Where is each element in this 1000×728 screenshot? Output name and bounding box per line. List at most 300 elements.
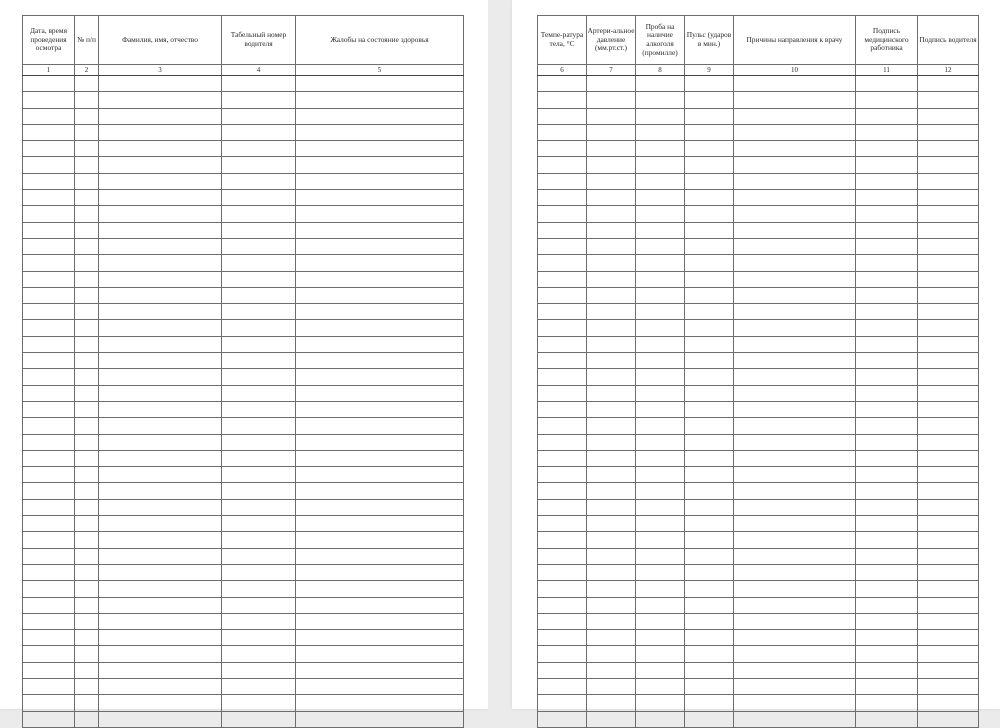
right-empty-row xyxy=(538,646,979,662)
table-cell xyxy=(734,532,856,548)
table-cell xyxy=(918,401,979,417)
right-empty-row xyxy=(538,385,979,401)
table-cell xyxy=(587,92,636,108)
table-cell xyxy=(296,222,464,238)
table-cell xyxy=(587,336,636,352)
table-cell xyxy=(734,401,856,417)
table-cell xyxy=(75,320,99,336)
table-cell xyxy=(23,581,75,597)
table-cell xyxy=(734,92,856,108)
table-cell xyxy=(222,304,296,320)
table-cell xyxy=(734,662,856,678)
table-cell xyxy=(856,711,918,727)
table-cell xyxy=(296,287,464,303)
left-empty-row xyxy=(23,238,464,254)
table-cell xyxy=(296,190,464,206)
table-cell xyxy=(99,564,222,580)
table-cell xyxy=(538,157,587,173)
table-cell xyxy=(75,255,99,271)
table-cell xyxy=(296,76,464,92)
table-cell xyxy=(918,450,979,466)
table-cell xyxy=(918,206,979,222)
table-cell xyxy=(636,124,685,140)
table-cell xyxy=(685,418,734,434)
table-cell xyxy=(296,336,464,352)
table-cell xyxy=(918,353,979,369)
table-cell xyxy=(296,597,464,613)
table-cell xyxy=(734,646,856,662)
table-cell xyxy=(23,467,75,483)
left-empty-row xyxy=(23,157,464,173)
table-cell xyxy=(636,630,685,646)
table-cell xyxy=(587,646,636,662)
table-cell xyxy=(734,564,856,580)
left-empty-row xyxy=(23,548,464,564)
table-cell xyxy=(23,499,75,515)
table-cell xyxy=(587,238,636,254)
table-cell xyxy=(685,108,734,124)
table-cell xyxy=(23,206,75,222)
table-cell xyxy=(587,564,636,580)
left-empty-row xyxy=(23,320,464,336)
table-cell xyxy=(75,287,99,303)
table-cell xyxy=(296,678,464,694)
table-cell xyxy=(636,483,685,499)
right-empty-row xyxy=(538,124,979,140)
table-cell xyxy=(918,646,979,662)
left-empty-row xyxy=(23,483,464,499)
table-cell xyxy=(918,157,979,173)
table-cell xyxy=(23,271,75,287)
table-cell xyxy=(23,124,75,140)
table-cell xyxy=(222,711,296,727)
table-cell xyxy=(538,320,587,336)
table-cell xyxy=(636,304,685,320)
table-cell xyxy=(222,499,296,515)
left-empty-row xyxy=(23,304,464,320)
table-cell xyxy=(99,401,222,417)
table-cell xyxy=(636,418,685,434)
table-cell xyxy=(636,369,685,385)
table-cell xyxy=(99,124,222,140)
table-cell xyxy=(222,238,296,254)
table-cell xyxy=(296,581,464,597)
left-empty-row xyxy=(23,92,464,108)
left-empty-row xyxy=(23,124,464,140)
table-cell xyxy=(856,255,918,271)
left-empty-row xyxy=(23,613,464,629)
table-cell xyxy=(75,597,99,613)
column-number: 5 xyxy=(296,65,464,76)
table-cell xyxy=(918,141,979,157)
table-cell xyxy=(296,141,464,157)
column-number: 9 xyxy=(685,65,734,76)
table-cell xyxy=(856,336,918,352)
table-cell xyxy=(636,532,685,548)
table-cell xyxy=(856,353,918,369)
table-cell xyxy=(685,581,734,597)
table-cell xyxy=(685,353,734,369)
table-cell xyxy=(636,401,685,417)
table-cell xyxy=(75,401,99,417)
table-cell xyxy=(222,483,296,499)
right-empty-row xyxy=(538,76,979,92)
table-cell xyxy=(222,255,296,271)
table-cell xyxy=(685,499,734,515)
table-cell xyxy=(75,385,99,401)
table-cell xyxy=(685,369,734,385)
table-cell xyxy=(222,434,296,450)
table-cell xyxy=(75,516,99,532)
right-empty-row xyxy=(538,483,979,499)
right-empty-row xyxy=(538,157,979,173)
table-cell xyxy=(222,271,296,287)
table-cell xyxy=(587,173,636,189)
table-cell xyxy=(587,711,636,727)
table-cell xyxy=(587,499,636,515)
table-cell xyxy=(587,483,636,499)
table-cell xyxy=(23,190,75,206)
table-cell xyxy=(587,450,636,466)
table-cell xyxy=(685,630,734,646)
table-cell xyxy=(75,92,99,108)
table-cell xyxy=(918,516,979,532)
table-cell xyxy=(538,287,587,303)
table-cell xyxy=(23,108,75,124)
table-cell xyxy=(296,157,464,173)
table-cell xyxy=(538,532,587,548)
left-empty-row xyxy=(23,353,464,369)
table-cell xyxy=(296,238,464,254)
table-cell xyxy=(685,222,734,238)
table-cell xyxy=(538,597,587,613)
table-cell xyxy=(538,516,587,532)
table-cell xyxy=(734,450,856,466)
left-column-numbers-row xyxy=(23,65,464,76)
table-cell xyxy=(636,662,685,678)
left-empty-row xyxy=(23,646,464,662)
table-cell xyxy=(918,467,979,483)
table-cell xyxy=(918,630,979,646)
table-cell xyxy=(587,190,636,206)
table-cell xyxy=(734,434,856,450)
table-cell xyxy=(23,597,75,613)
table-cell xyxy=(296,483,464,499)
table-cell xyxy=(75,434,99,450)
table-cell xyxy=(296,418,464,434)
right-empty-row xyxy=(538,304,979,320)
table-cell xyxy=(685,320,734,336)
table-cell xyxy=(685,190,734,206)
table-cell xyxy=(99,206,222,222)
table-cell xyxy=(538,434,587,450)
table-cell xyxy=(23,92,75,108)
left-empty-row xyxy=(23,369,464,385)
table-cell xyxy=(636,141,685,157)
table-cell xyxy=(222,173,296,189)
table-cell xyxy=(734,320,856,336)
book-gutter xyxy=(488,0,512,709)
table-cell xyxy=(296,499,464,515)
table-cell xyxy=(538,369,587,385)
table-cell xyxy=(685,532,734,548)
table-cell xyxy=(296,271,464,287)
table-cell xyxy=(296,401,464,417)
table-cell xyxy=(23,646,75,662)
table-cell xyxy=(734,336,856,352)
table-cell xyxy=(734,353,856,369)
table-cell xyxy=(222,662,296,678)
table-cell xyxy=(587,206,636,222)
table-cell xyxy=(734,630,856,646)
table-cell xyxy=(856,401,918,417)
left-empty-row xyxy=(23,76,464,92)
table-cell xyxy=(222,320,296,336)
table-cell xyxy=(538,92,587,108)
table-cell xyxy=(918,336,979,352)
table-cell xyxy=(296,450,464,466)
table-cell xyxy=(222,222,296,238)
table-cell xyxy=(685,92,734,108)
table-cell xyxy=(99,450,222,466)
right-empty-row xyxy=(538,222,979,238)
table-cell xyxy=(734,190,856,206)
column-number: 10 xyxy=(734,65,856,76)
left-empty-row xyxy=(23,206,464,222)
table-cell xyxy=(99,613,222,629)
column-number: 6 xyxy=(538,65,587,76)
table-cell xyxy=(587,597,636,613)
table-cell xyxy=(856,467,918,483)
table-cell xyxy=(918,548,979,564)
left-empty-row xyxy=(23,336,464,352)
table-cell xyxy=(23,662,75,678)
table-cell xyxy=(23,678,75,694)
table-cell xyxy=(734,678,856,694)
table-cell xyxy=(23,255,75,271)
table-cell xyxy=(99,646,222,662)
table-cell xyxy=(538,450,587,466)
table-cell xyxy=(734,124,856,140)
table-cell xyxy=(587,108,636,124)
table-cell xyxy=(296,646,464,662)
table-cell xyxy=(222,516,296,532)
right-empty-row xyxy=(538,206,979,222)
table-cell xyxy=(734,287,856,303)
table-cell xyxy=(685,157,734,173)
table-cell xyxy=(918,678,979,694)
table-cell xyxy=(296,467,464,483)
table-cell xyxy=(685,646,734,662)
table-cell xyxy=(685,662,734,678)
table-cell xyxy=(856,434,918,450)
table-cell xyxy=(99,92,222,108)
table-cell xyxy=(99,76,222,92)
table-cell xyxy=(99,173,222,189)
table-cell xyxy=(856,385,918,401)
table-cell xyxy=(685,238,734,254)
table-cell xyxy=(856,320,918,336)
table-cell xyxy=(734,304,856,320)
table-cell xyxy=(99,320,222,336)
left-empty-row xyxy=(23,450,464,466)
table-cell xyxy=(23,564,75,580)
table-cell xyxy=(538,222,587,238)
table-cell xyxy=(685,434,734,450)
table-cell xyxy=(734,467,856,483)
header-driver-signature: Подпись водителя xyxy=(918,16,979,65)
left-empty-row xyxy=(23,141,464,157)
right-empty-row xyxy=(538,434,979,450)
header-alcohol-test: Проба на наличие алкоголя (промилле) xyxy=(636,16,685,65)
right-log-table xyxy=(537,15,979,728)
table-cell xyxy=(23,483,75,499)
table-cell xyxy=(856,238,918,254)
table-cell xyxy=(99,222,222,238)
table-cell xyxy=(538,662,587,678)
table-cell xyxy=(734,385,856,401)
left-empty-row xyxy=(23,678,464,694)
table-cell xyxy=(23,320,75,336)
table-cell xyxy=(23,711,75,727)
left-empty-row xyxy=(23,597,464,613)
right-empty-row xyxy=(538,678,979,694)
left-empty-row xyxy=(23,401,464,417)
right-empty-row xyxy=(538,336,979,352)
right-empty-row xyxy=(538,711,979,727)
table-cell xyxy=(23,401,75,417)
table-cell xyxy=(75,662,99,678)
table-cell xyxy=(587,662,636,678)
right-empty-row xyxy=(538,173,979,189)
left-empty-row xyxy=(23,532,464,548)
table-cell xyxy=(636,271,685,287)
table-cell xyxy=(75,548,99,564)
table-cell xyxy=(538,401,587,417)
right-empty-row xyxy=(538,516,979,532)
table-cell xyxy=(75,124,99,140)
table-cell xyxy=(587,271,636,287)
table-cell xyxy=(636,613,685,629)
column-number: 7 xyxy=(587,65,636,76)
column-number: 4 xyxy=(222,65,296,76)
right-empty-row xyxy=(538,548,979,564)
table-cell xyxy=(636,678,685,694)
table-cell xyxy=(587,532,636,548)
table-cell xyxy=(856,483,918,499)
table-cell xyxy=(222,646,296,662)
table-cell xyxy=(734,418,856,434)
table-cell xyxy=(222,336,296,352)
table-cell xyxy=(75,581,99,597)
table-cell xyxy=(75,646,99,662)
left-empty-row xyxy=(23,581,464,597)
table-cell xyxy=(23,173,75,189)
table-cell xyxy=(222,532,296,548)
table-cell xyxy=(587,76,636,92)
table-cell xyxy=(856,450,918,466)
table-cell xyxy=(856,190,918,206)
column-number: 1 xyxy=(23,65,75,76)
table-cell xyxy=(918,304,979,320)
table-cell xyxy=(75,157,99,173)
table-cell xyxy=(587,434,636,450)
table-cell xyxy=(685,564,734,580)
header-complaints: Жалобы на состояние здоровья xyxy=(296,16,464,65)
table-cell xyxy=(99,369,222,385)
table-cell xyxy=(856,499,918,515)
table-cell xyxy=(685,271,734,287)
table-cell xyxy=(636,287,685,303)
table-cell xyxy=(734,255,856,271)
left-empty-row xyxy=(23,467,464,483)
table-cell xyxy=(538,271,587,287)
table-cell xyxy=(222,92,296,108)
right-empty-row xyxy=(538,613,979,629)
table-cell xyxy=(23,450,75,466)
left-empty-row xyxy=(23,385,464,401)
table-cell xyxy=(734,516,856,532)
table-cell xyxy=(538,385,587,401)
table-cell xyxy=(23,353,75,369)
table-cell xyxy=(918,662,979,678)
table-cell xyxy=(918,255,979,271)
table-cell xyxy=(538,548,587,564)
table-cell xyxy=(918,222,979,238)
table-cell xyxy=(75,238,99,254)
right-empty-row xyxy=(538,401,979,417)
table-cell xyxy=(538,711,587,727)
table-cell xyxy=(296,255,464,271)
table-cell xyxy=(636,450,685,466)
table-cell xyxy=(685,548,734,564)
table-cell xyxy=(75,613,99,629)
table-cell xyxy=(734,369,856,385)
table-cell xyxy=(296,304,464,320)
table-cell xyxy=(99,255,222,271)
table-cell xyxy=(856,418,918,434)
right-empty-row xyxy=(538,630,979,646)
left-empty-row xyxy=(23,499,464,515)
table-cell xyxy=(918,499,979,515)
table-cell xyxy=(222,141,296,157)
header-referral-reasons: Причины направления к врачу xyxy=(734,16,856,65)
table-cell xyxy=(538,418,587,434)
table-cell xyxy=(856,287,918,303)
table-cell xyxy=(734,173,856,189)
table-cell xyxy=(23,369,75,385)
table-cell xyxy=(99,271,222,287)
table-cell xyxy=(734,548,856,564)
table-cell xyxy=(587,157,636,173)
table-cell xyxy=(222,450,296,466)
table-cell xyxy=(856,173,918,189)
right-empty-row xyxy=(538,92,979,108)
table-cell xyxy=(856,157,918,173)
table-cell xyxy=(636,76,685,92)
table-cell xyxy=(918,92,979,108)
column-number: 3 xyxy=(99,65,222,76)
table-cell xyxy=(222,385,296,401)
table-cell xyxy=(636,320,685,336)
table-cell xyxy=(296,548,464,564)
right-empty-row xyxy=(538,450,979,466)
table-cell xyxy=(918,124,979,140)
table-cell xyxy=(75,532,99,548)
table-cell xyxy=(23,157,75,173)
table-cell xyxy=(296,385,464,401)
table-cell xyxy=(918,532,979,548)
